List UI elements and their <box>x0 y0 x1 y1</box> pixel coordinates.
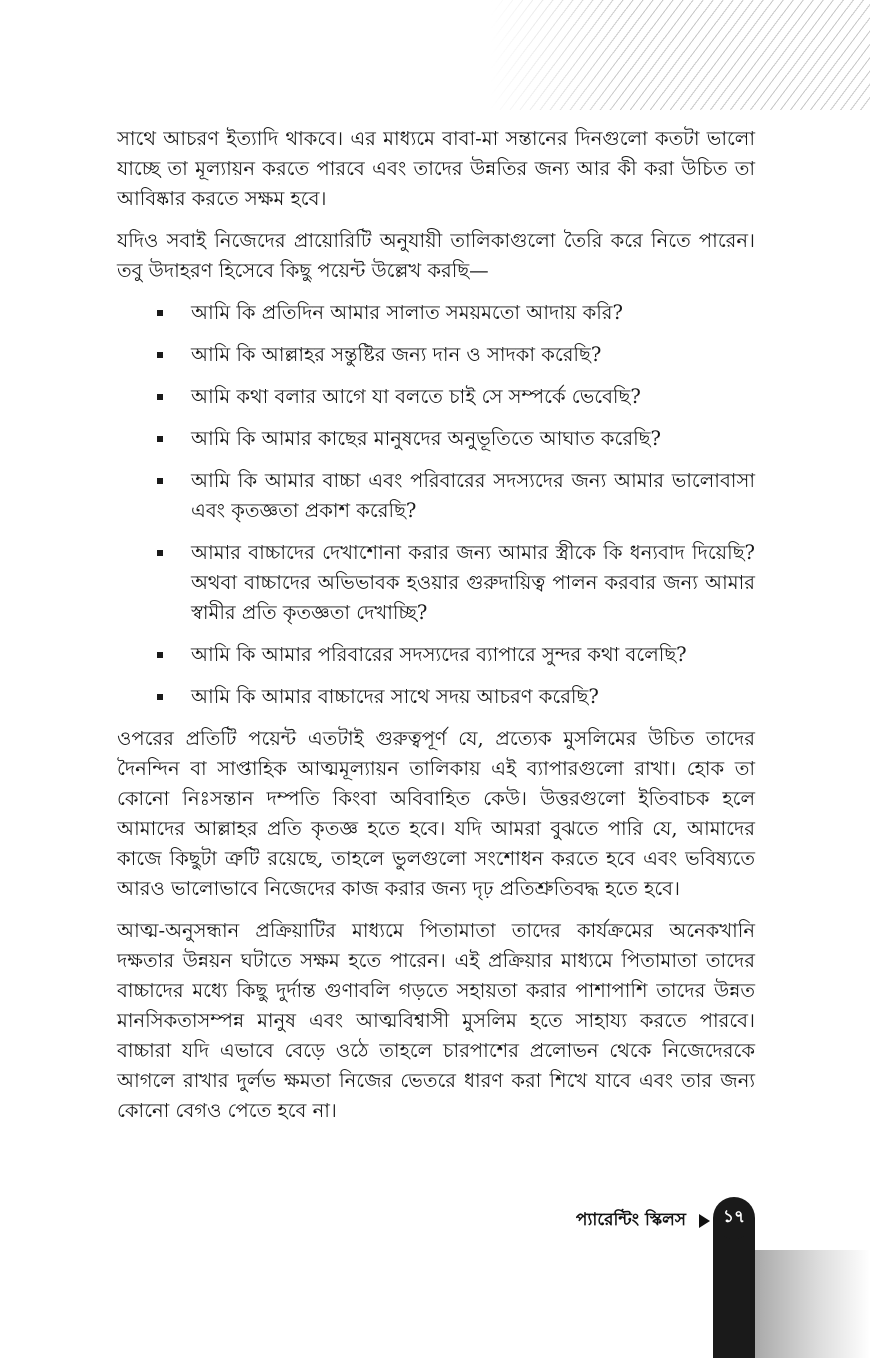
page-tab-bar <box>713 1218 755 1358</box>
list-item <box>117 466 755 526</box>
list-item-text: আমি কি আমার বাচ্চাদের সাথে সদয় আচরণ করেছি? <box>191 685 599 708</box>
square-bullet-icon <box>157 478 163 484</box>
list-item <box>117 298 755 328</box>
page-body <box>117 124 755 1138</box>
square-bullet-icon <box>157 352 163 358</box>
triangle-right-icon <box>699 1214 710 1228</box>
list-item-text: আমি কি প্রতিদিন আমার সালাত সময়মতো আদায় করি? <box>191 301 623 324</box>
list-item-text: আমি কি আমার কাছের মানুষদের অনুভূতিতে আঘাত করেছি? <box>191 427 661 450</box>
paragraph-2: যদিও সবাই নিজেদের প্রায়োরিটি অনুযায়ী তালিকাগুলো তৈরি করে নিতে পারেন। তবু উদাহরণ হিসেবে কিছু পয়েন্ট উল্লেখ করছি— <box>117 229 755 282</box>
list-item-text: আমি কি আমার বাচ্চা এবং পরিবারের সদস্যদের জন্য আমার ভালোবাসা এবং কৃতজ্ঞতা প্রকাশ করেছি? <box>191 469 755 522</box>
list-item <box>117 340 755 370</box>
page-number: ১৭ <box>713 1197 755 1239</box>
square-bullet-icon <box>157 394 163 400</box>
list-item <box>117 382 755 412</box>
paragraph-1: সাথে আচরণ ইত্যাদি থাকবে। এর মাধ্যমে বাবা-মা সন্তানের দিনগুলো কতটা ভালো যাচ্ছে তা মূল্যায়ন করতে পারবে এবং তাদের উন্নতির জন্য আর কী করা উচিত তা আবিষ্কার করতে সক্ষম হবে। <box>117 127 755 210</box>
book-title: প্যারেন্টিং স্কিলস <box>575 1210 686 1230</box>
list-item <box>117 640 755 670</box>
list-item-text: আমার বাচ্চাদের দেখাশোনা করার জন্য আমার স্ত্রীকে কি ধন্যবাদ দিয়েছি? অথবা বাচ্চাদের অভিভাবক হওয়ার গুরুদায়িত্ব পালন করবার জন্য আমার স্বামীর প্রতি কৃতজ্ঞতা দেখাচ্ছি? <box>191 541 755 624</box>
list-item-text: আমি কি আল্লাহর সন্তুষ্টির জন্য দান ও সাদকা করেছি? <box>191 343 602 366</box>
bullet-list <box>117 298 755 712</box>
list-item-text: আমি কি আমার পরিবারের সদস্যদের ব্যাপারে সুন্দর কথা বলেছি? <box>191 643 687 666</box>
square-bullet-icon <box>157 550 163 556</box>
square-bullet-icon <box>157 694 163 700</box>
paragraph-3: ওপরের প্রতিটি পয়েন্ট এতটাই গুরুত্বপূর্ণ যে, প্রত্যেক মুসলিমের উচিত তাদের দৈনন্দিন বা সাপ্তাহিক আত্মমূল্যায়ন তালিকায় এই ব্যাপারগুলো রাখা। হোক তা কোনো নিঃসন্তান দম্পতি কিংবা অবিবাহিত কেউ। উত্তরগুলো ইতিবাচক হলে আমাদের আল্লাহর প্রতি কৃতজ্ঞ হতে হবে। যদি আমরা বুঝতে পারি যে, আমাদের কাজে কিছুটা ত্রুটি রয়েছে, তাহলে ভুলগুলো সংশোধন করতে হবে এবং ভবিষ্যতে আরও ভালোভাবে নিজেদের কাজ করার জন্য দৃঢ় প্রতিশ্রুতিবদ্ধ হতে হবে। <box>117 727 755 900</box>
paragraph-4: আত্ম-অনুসন্ধান প্রক্রিয়াটির মাধ্যমে পিতামাতা তাদের কার্যক্রমের অনেকখানি দক্ষতার উন্নয়ন ঘটাতে সক্ষম হতে পারেন। এই প্রক্রিয়ার মাধ্যমে পিতামাতা তাদের বাচ্চাদের মধ্যে কিছু দুর্দান্ত গুণাবলি গড়তে সহায়তা করার পাশাপাশি তাদের উন্নত মানসিকতাসম্পন্ন মানুষ এবং আত্মবিশ্বাসী মুসলিম হতে সাহায্য করতে পারবে। বাচ্চারা যদি এভাবে বেড়ে ওঠে তাহলে চারপাশের প্রলোভন থেকে নিজেদেরকে আগলে রাখার দুর্লভ ক্ষমতা নিজের ভেতরে ধারণ করা শিখে যাবে এবং তার জন্য কোনো বেগও পেতে হবে না। <box>117 919 755 1122</box>
square-bullet-icon <box>157 310 163 316</box>
decorative-hatch-corner <box>490 0 870 110</box>
square-bullet-icon <box>157 652 163 658</box>
list-item-text: আমি কথা বলার আগে যা বলতে চাই সে সম্পর্কে ভেবেছি? <box>191 385 641 408</box>
list-item <box>117 538 755 628</box>
square-bullet-icon <box>157 436 163 442</box>
list-item <box>117 424 755 454</box>
decorative-corner-shade <box>755 1250 870 1358</box>
list-item <box>117 682 755 712</box>
